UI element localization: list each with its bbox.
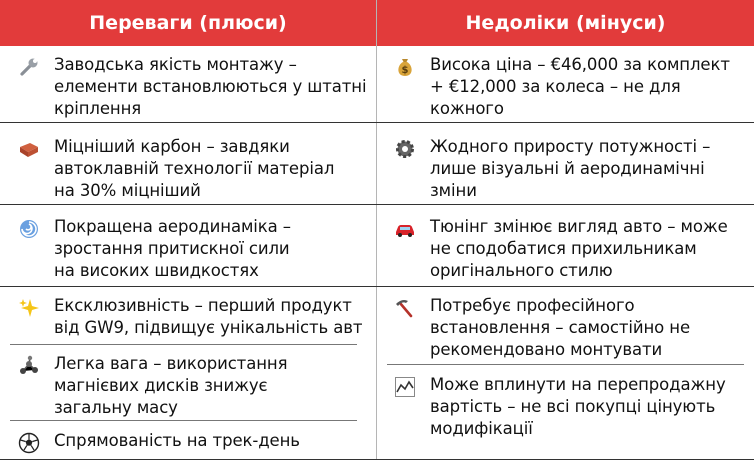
item-text: Міцніший карбон – завдяки — [54, 137, 290, 156]
pros-item — [18, 216, 291, 282]
item-text: Спрямованість на трек-день — [54, 431, 300, 450]
pros-item — [18, 295, 362, 339]
item-text: на 30% міцніший — [54, 181, 201, 200]
item-text: Висока ціна – €46,000 за комплект — [430, 55, 730, 74]
item-text: вартість – не всі покупці цінують — [430, 397, 716, 416]
item-text: на високих швидкостях — [54, 261, 259, 280]
item-text: Легка вага – використання — [54, 354, 288, 373]
sub-divider — [10, 344, 357, 345]
item-text: Потребує професійного — [430, 296, 635, 315]
item-text: Ексклюзивність – перший продукт — [54, 296, 352, 315]
sub-divider — [387, 364, 744, 365]
molecule-icon — [18, 355, 40, 377]
cyclone-icon — [18, 218, 40, 240]
item-text: Жодного приросту потужності – — [430, 137, 711, 156]
item-text: магнієвих дисків знижує — [54, 376, 268, 395]
red-car-icon — [394, 218, 416, 240]
item-text: загальну масу — [54, 398, 178, 417]
brick-icon — [18, 138, 40, 160]
item-text: + €12,000 за колеса – не для — [430, 77, 681, 96]
item-text: встановлення – самостійно не — [430, 318, 691, 337]
item-text: Тюнінг змінює вигляд авто – може — [430, 217, 728, 236]
cons-item — [394, 374, 726, 440]
item-text: лише візуальні й аеродинамічні — [430, 159, 705, 178]
pros-item — [18, 54, 366, 120]
column-divider — [376, 0, 377, 460]
row-divider — [0, 122, 754, 123]
sparkles-icon — [18, 297, 40, 319]
row-divider — [0, 286, 754, 287]
item-text: рекомендовано монтувати — [430, 340, 663, 359]
pros-header-label: Переваги (плюси) — [89, 12, 287, 34]
item-text: Покращена аеродинаміка – — [54, 217, 291, 236]
item-text: кожного — [430, 99, 504, 118]
hammer-pick-icon — [394, 297, 416, 319]
gear-icon — [394, 138, 416, 160]
item-text: Заводська якість монтажу – — [54, 55, 297, 74]
item-text: зміни — [430, 181, 477, 200]
pros-item — [18, 136, 334, 202]
money-bag-icon — [394, 56, 416, 78]
cons-item — [394, 295, 690, 361]
chart-icon — [394, 376, 416, 398]
sub-divider — [10, 420, 357, 421]
pros-item — [18, 353, 287, 419]
item-text: елементи встановлюються у штатні — [54, 77, 367, 96]
row-divider — [0, 204, 754, 205]
pros-header — [0, 0, 376, 46]
item-text: модифікації — [430, 419, 533, 438]
cons-item — [394, 136, 710, 202]
item-text: кріплення — [54, 99, 142, 118]
item-text: Може вплинути на перепродажну — [430, 375, 726, 394]
item-text: не сподобатися прихильникам — [430, 239, 697, 258]
svg-text:$: $ — [401, 65, 409, 76]
cons-header-label: Недоліки (мінуси) — [465, 12, 666, 34]
item-text: від GW9, підвищує унікальність авт — [54, 318, 363, 337]
item-text: автоклавній технології матеріал — [54, 159, 335, 178]
soccer-ball-icon — [18, 432, 40, 454]
pros-item — [18, 430, 300, 454]
wrench-icon — [18, 56, 40, 78]
item-text: оригінального стилю — [430, 261, 613, 280]
item-text: зростання притискної сили — [54, 239, 290, 258]
cons-item — [394, 216, 728, 282]
cons-header — [377, 0, 754, 46]
cons-item — [394, 54, 730, 120]
